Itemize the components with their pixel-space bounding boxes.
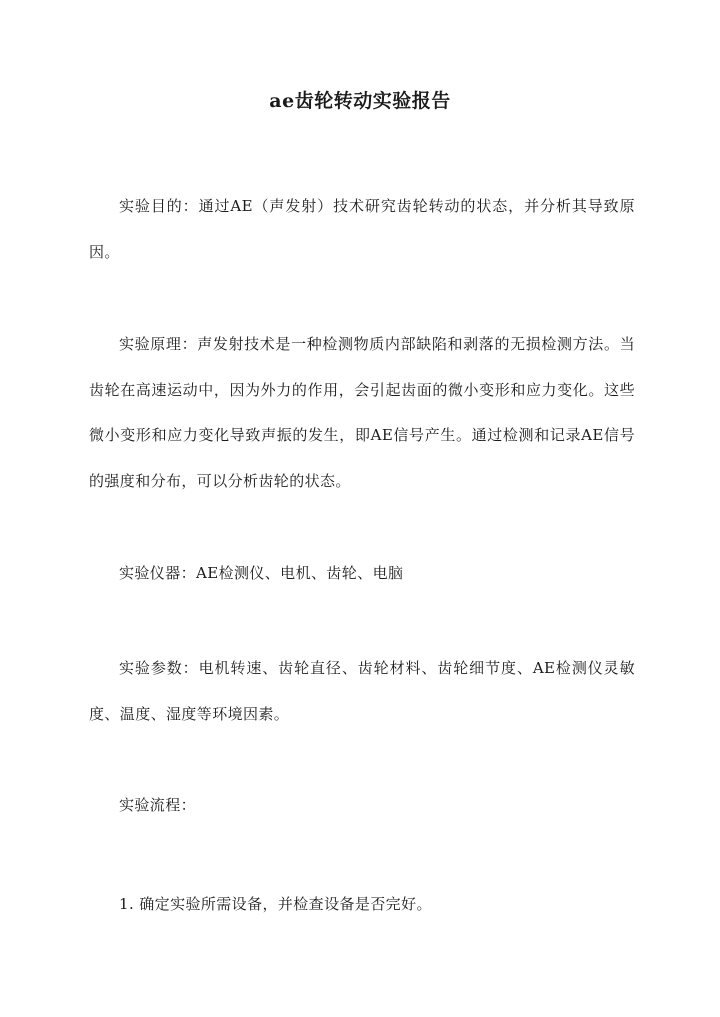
paragraph-instruments: 实验仪器：AE检测仪、电机、齿轮、电脑 xyxy=(119,564,404,582)
document-title: ae齿轮转动实验报告 xyxy=(269,90,451,112)
paragraph-procedure-heading: 实验流程： xyxy=(119,796,197,814)
paragraph-procedure-step-1: 1. 确定实验所需设备，并检查设备是否完好。 xyxy=(119,895,432,913)
paragraph-parameters: 实验参数：电机转速、齿轮直径、齿轮材料、齿轮细节度、AE检测仪灵敏度、温度、湿度等环境因素。 xyxy=(89,659,635,723)
paragraph-purpose: 实验目的：通过AE（声发射）技术研究齿轮转动的状态，并分析其导致原因。 xyxy=(89,197,635,261)
paragraph-principle: 实验原理：声发射技术是一种检测物质内部缺陷和剥落的无损检测方法。当齿轮在高速运动中，因为外力的作用，会引起齿面的微小变形和应力变化。这些微小变形和应力变化导致声振的发生，即AE信号产生。通过检测和记录AE信号的强度和分布，可以分析齿轮的状态。 xyxy=(89,335,635,490)
